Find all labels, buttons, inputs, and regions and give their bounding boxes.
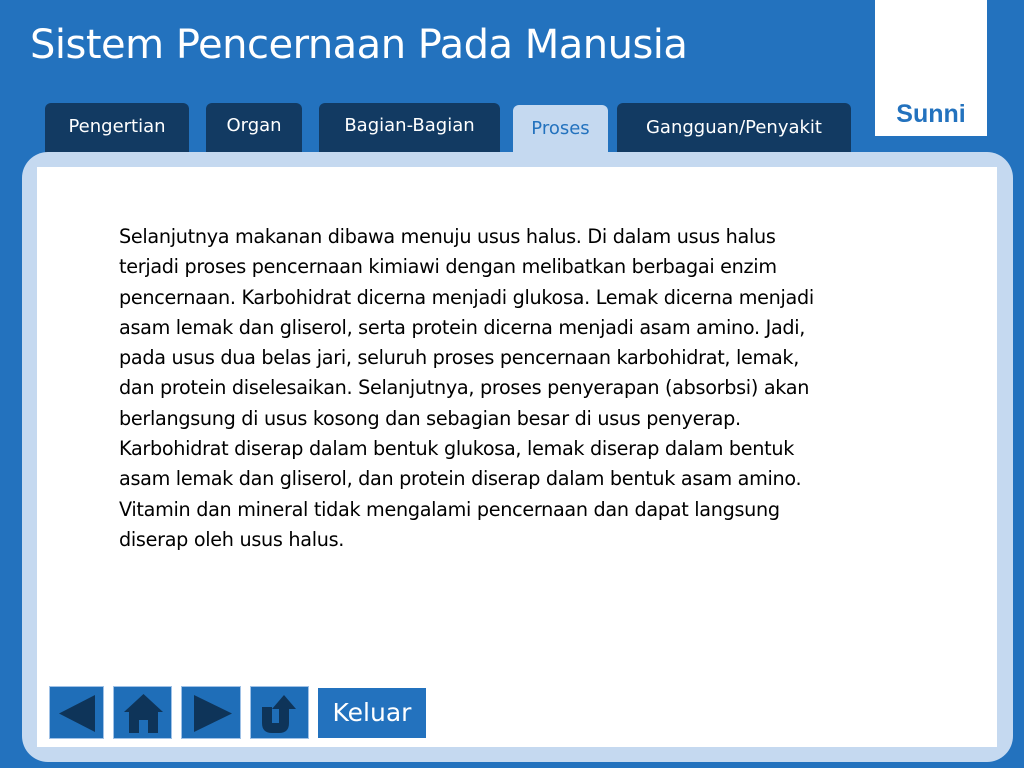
tab-organ[interactable]: Organ bbox=[206, 103, 302, 153]
tab-bagian-bagian[interactable]: Bagian-Bagian bbox=[319, 103, 500, 153]
previous-button[interactable] bbox=[49, 686, 104, 739]
page-title: Sistem Pencernaan Pada Manusia bbox=[30, 22, 688, 68]
arrow-right-icon bbox=[182, 687, 242, 740]
home-button[interactable] bbox=[113, 686, 172, 739]
tab-gangguan-penyakit[interactable]: Gangguan/Penyakit bbox=[617, 103, 851, 153]
tab-proses[interactable]: Proses bbox=[513, 105, 608, 155]
tab-pengertian[interactable]: Pengertian bbox=[45, 103, 189, 153]
arrow-left-icon bbox=[50, 687, 105, 740]
author-badge bbox=[875, 0, 987, 136]
exit-button[interactable]: Keluar bbox=[318, 688, 426, 738]
content-paragraph: Selanjutnya makanan dibawa menuju usus halus. Di dalam usus halus terjadi proses pencernaan kimiawi dengan melibatkan berbagai enzim pencernaan. Karbohidrat dicerna menjadi glukosa. Lemak dicerna menjadi asam lemak dan gliserol, serta protein dicerna menjadi asam amino. Jadi, pada usus dua belas jari, seluruh proses pencernaan karbohidrat, lemak, dan protein diselesaikan. Selanjutnya, proses penyerapan (absorbsi) akan berlangsung di usus kosong dan sebagian besar di usus penyerap. Karbohidrat diserap dalam bentuk glukosa, lemak diserap dalam bentuk asam lemak dan gliserol, dan protein diserap dalam bentuk asam amino. Vitamin dan mineral tidak mengalami pencernaan dan dapat langsung diserap oleh usus halus. bbox=[119, 225, 814, 551]
return-button[interactable] bbox=[250, 686, 309, 739]
next-button[interactable] bbox=[181, 686, 241, 739]
author-name: Sunni bbox=[896, 100, 966, 128]
home-icon bbox=[114, 687, 173, 740]
return-icon bbox=[251, 687, 310, 740]
